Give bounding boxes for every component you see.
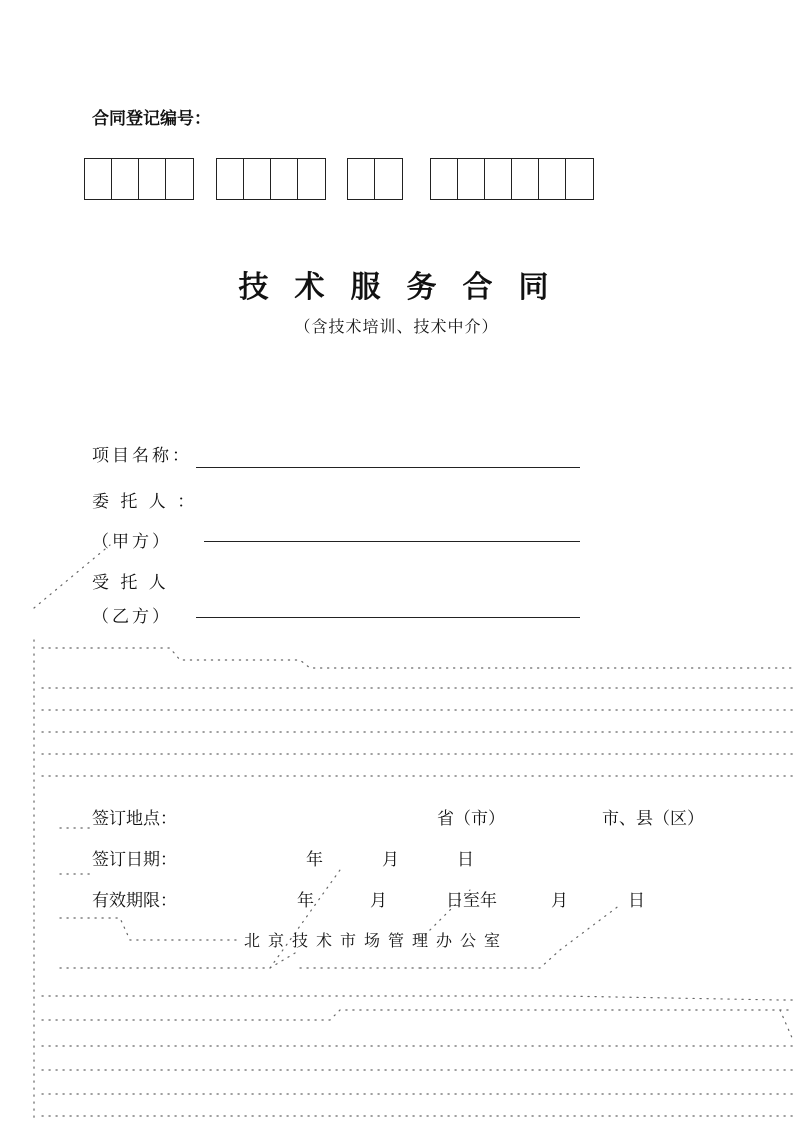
- registration-box-group-1[interactable]: [84, 158, 194, 200]
- validity-period-label: 有效期限：: [92, 891, 177, 911]
- party-a-label: （甲方）: [92, 532, 172, 552]
- contractor-label: 受 托 人: [92, 573, 169, 593]
- registration-box[interactable]: [512, 159, 539, 199]
- contract-title: 技术服务合同: [238, 270, 575, 305]
- issuing-office: 北京技术市场管理办公室: [244, 931, 509, 950]
- registration-box[interactable]: [244, 159, 271, 199]
- validity-day2-label: 日: [628, 891, 645, 911]
- registration-box-group-2[interactable]: [216, 158, 326, 200]
- party-a-field[interactable]: [204, 541, 580, 542]
- validity-day-to-year-label: 日至年: [446, 891, 497, 911]
- year-label: 年: [306, 850, 323, 870]
- registration-box[interactable]: [539, 159, 566, 199]
- client-label: 委 托 人 ：: [92, 492, 198, 512]
- registration-box[interactable]: [431, 159, 458, 199]
- registration-box[interactable]: [566, 159, 593, 199]
- registration-box[interactable]: [139, 159, 166, 199]
- registration-box[interactable]: [485, 159, 512, 199]
- registration-box[interactable]: [217, 159, 244, 199]
- registration-box-group-4[interactable]: [430, 158, 594, 200]
- registration-box[interactable]: [85, 159, 112, 199]
- registration-box[interactable]: [112, 159, 139, 199]
- registration-number-label: 合同登记编号：: [92, 109, 211, 129]
- project-name-label: 项目名称：: [92, 446, 192, 466]
- signing-place-label: 签订地点：: [92, 809, 177, 829]
- registration-box[interactable]: [166, 159, 193, 199]
- registration-box[interactable]: [458, 159, 485, 199]
- day-label: 日: [457, 850, 474, 870]
- registration-box[interactable]: [348, 159, 375, 199]
- contract-subtitle: （含技术培训、技术中介）: [294, 317, 499, 336]
- registration-box[interactable]: [375, 159, 402, 199]
- validity-month-label: 月: [370, 891, 387, 911]
- project-name-field[interactable]: [196, 467, 580, 468]
- registration-box[interactable]: [298, 159, 325, 199]
- province-label: 省（市）: [437, 809, 505, 829]
- city-county-label: 市、县（区）: [602, 809, 704, 829]
- registration-box-group-3[interactable]: [347, 158, 403, 200]
- month-label: 月: [382, 850, 399, 870]
- signing-date-label: 签订日期：: [92, 850, 177, 870]
- party-b-label: （乙方）: [92, 607, 172, 627]
- validity-year-label: 年: [297, 891, 314, 911]
- party-b-field[interactable]: [196, 617, 580, 618]
- validity-month2-label: 月: [551, 891, 568, 911]
- registration-box[interactable]: [271, 159, 298, 199]
